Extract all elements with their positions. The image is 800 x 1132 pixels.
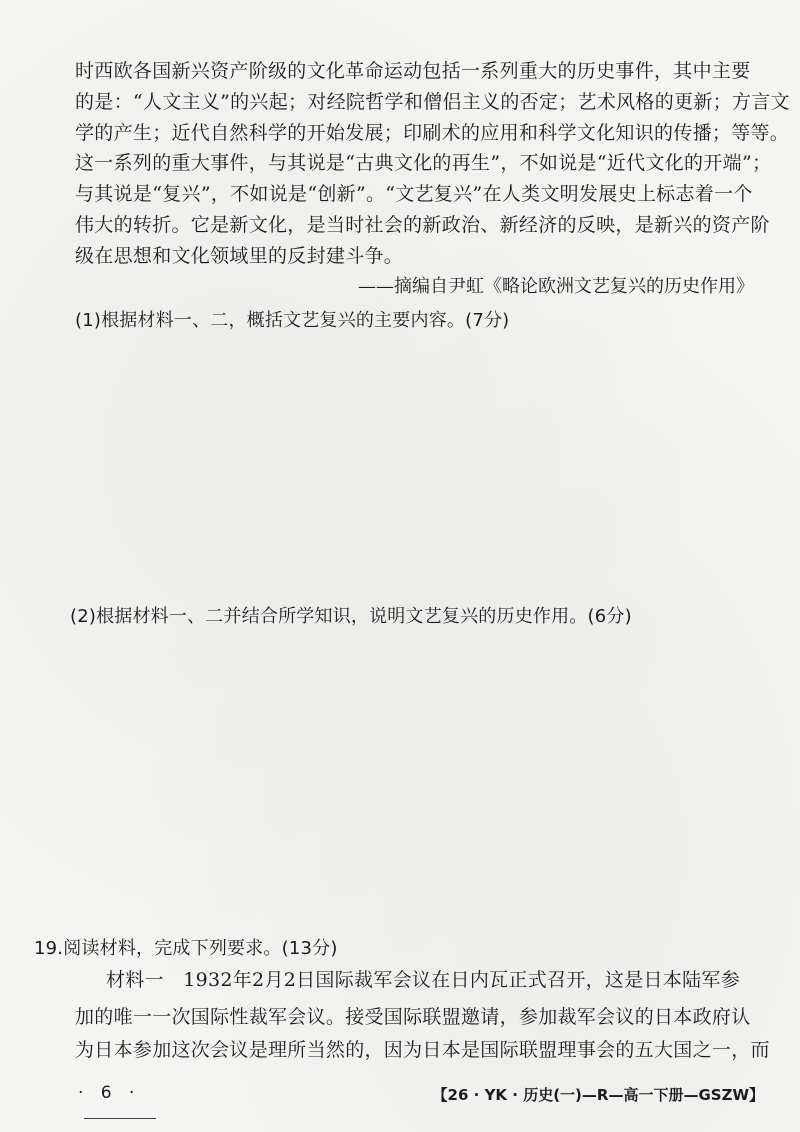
passage-line-2: 的是：“人文主义”的兴起；对经院哲学和僧侣主义的否定；艺术风格的更新；方言文 — [75, 91, 790, 113]
footer-code: 【26 · YK · 历史(一)—R—高一下册—GSZW】 — [432, 1086, 764, 1104]
question-19-title: 19.阅读材料，完成下列要求。(13分) — [34, 938, 338, 959]
question-2: (2)根据材料一、二并结合所学知识，说明文艺复兴的历史作用。(6分) — [70, 606, 632, 627]
passage-line-7: 级在思想和文化领域里的反封建斗争。 — [75, 245, 404, 267]
material-line-3: 为日本参加这次会议是理所当然的，因为日本是国际联盟理事会的五大国之一，而 — [75, 1039, 770, 1061]
material-line-2: 加的唯一一次国际性裁军会议。接受国际联盟邀请，参加裁军会议的日本政府认 — [75, 1006, 751, 1028]
question-1: (1)根据材料一、二，概括文艺复兴的主要内容。(7分) — [75, 310, 510, 331]
page-number: · 6 · — [78, 1083, 141, 1103]
passage-line-5: 与其说是“复兴”，不如说是“创新”。“文艺复兴”在人类文明发展史上标志着一个 — [75, 183, 753, 205]
material-line-1: 材料一 1932年2月2日国际裁军会议在日内瓦正式召开，这是日本陆军参 — [106, 969, 741, 991]
footer-underline — [84, 1118, 156, 1119]
source-attribution: ——摘编自尹虹《略论欧洲文艺复兴的历史作用》 — [358, 276, 754, 297]
passage-line-3: 学的产生；近代自然科学的开始发展；印刷术的应用和科学文化知识的传播；等等。 — [75, 122, 790, 144]
passage-line-6: 伟大的转折。它是新文化，是当时社会的新政治、新经济的反映，是新兴的资产阶 — [75, 214, 770, 236]
passage-line-1: 时西欧各国新兴资产阶级的文化革命运动包括一系列重大的历史事件，其中主要 — [75, 60, 751, 82]
passage-line-4: 这一系列的重大事件，与其说是“古典文化的再生”，不如说是“近代文化的开端”； — [75, 152, 772, 174]
